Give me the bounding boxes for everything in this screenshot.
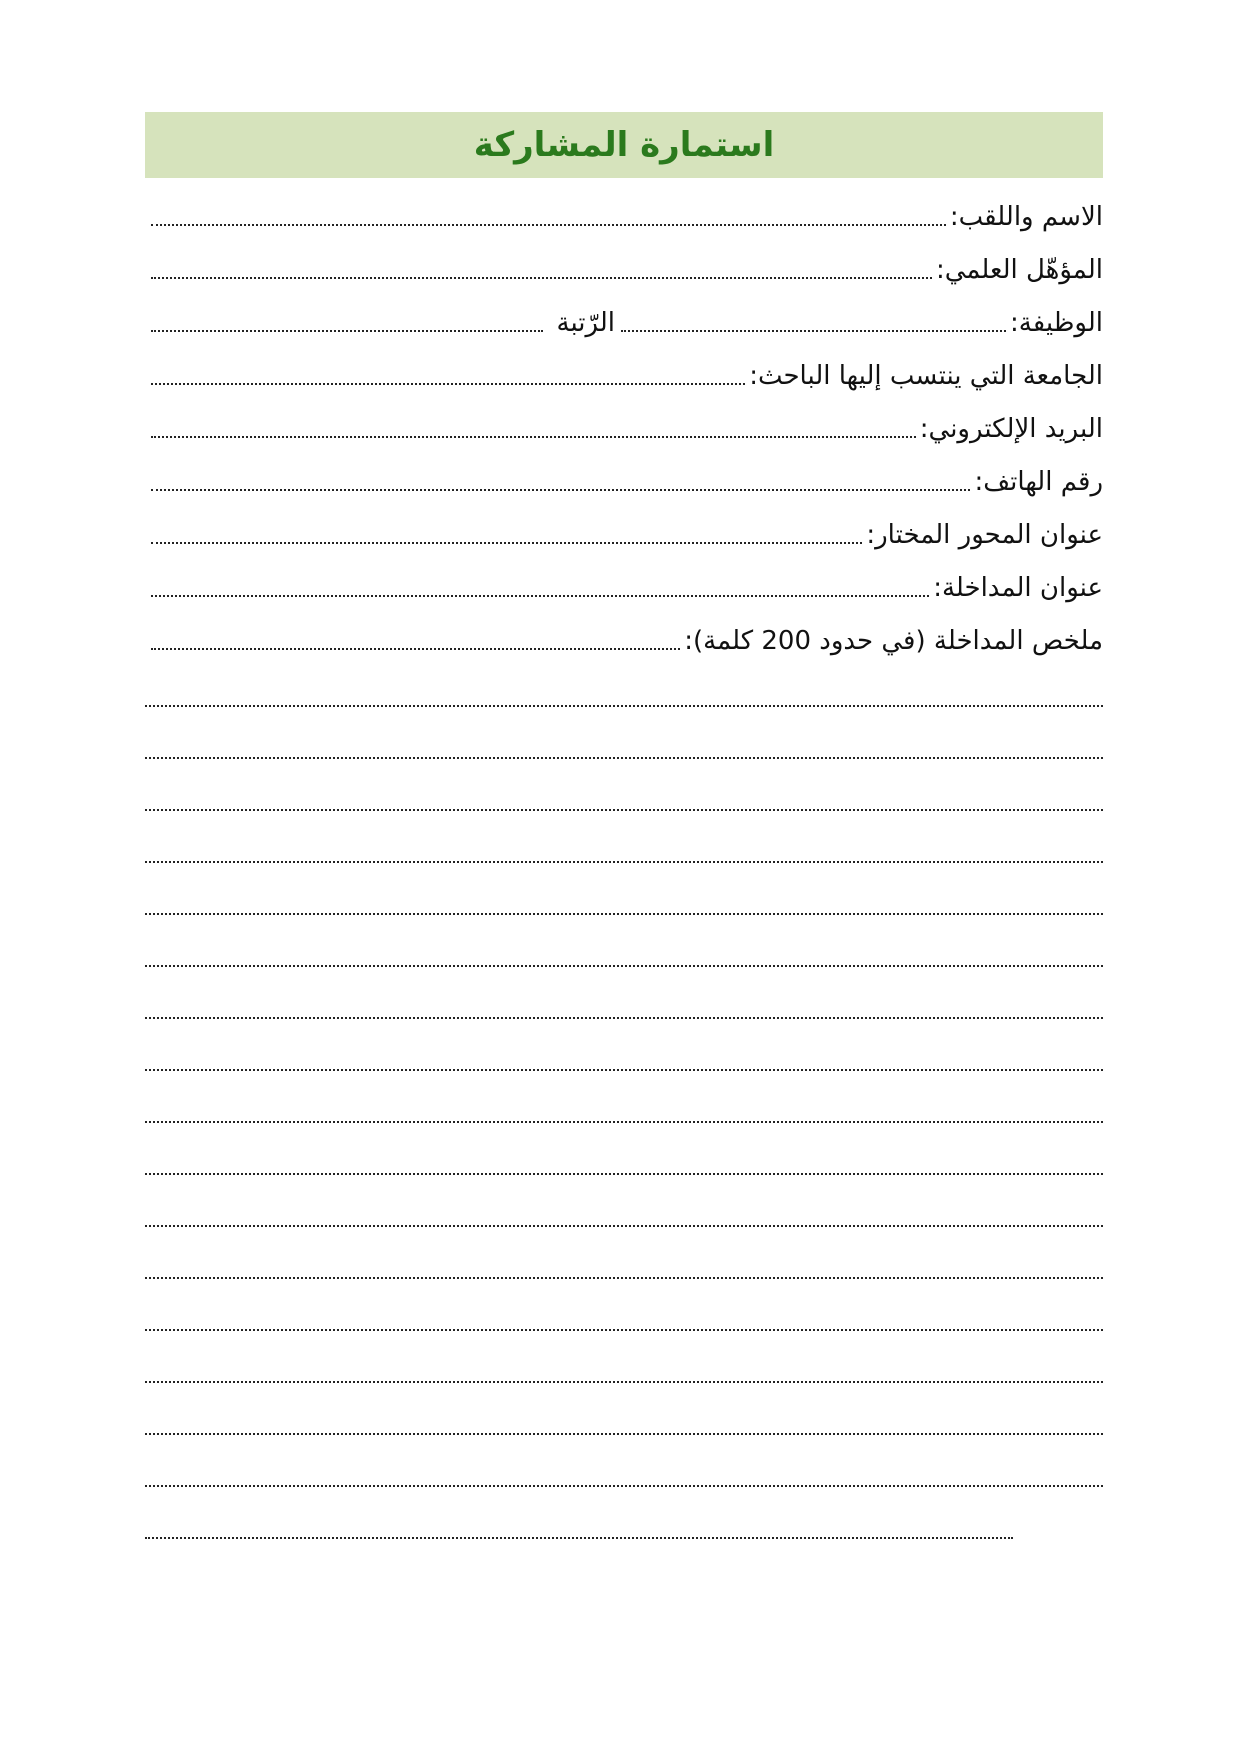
abstract-line[interactable] (145, 1025, 1103, 1077)
abstract-line[interactable] (145, 765, 1103, 817)
abstract-line[interactable] (145, 1441, 1103, 1493)
abstract-line[interactable] (145, 1285, 1103, 1337)
dotted-line (145, 809, 1103, 811)
qualification-field (145, 237, 1103, 290)
axis-title-field (145, 502, 1103, 555)
rank-label: الرّتبة (556, 307, 616, 338)
dotted-line (145, 965, 1103, 967)
name-label: الاسم واللقب: (949, 201, 1103, 232)
university-label: الجامعة التي ينتسب إليها الباحث: (749, 360, 1103, 391)
abstract-line[interactable] (145, 1493, 1103, 1545)
paper-title-label: عنوان المداخلة: (933, 572, 1103, 603)
abstract-label: ملخص المداخلة (في حدود 200 كلمة): (684, 625, 1103, 656)
abstract-line[interactable] (145, 1233, 1103, 1285)
abstract-line[interactable] (145, 713, 1103, 765)
email-label: البريد الإلكتروني: (919, 413, 1103, 444)
dotted-line (145, 705, 1103, 707)
job-input-line[interactable] (621, 330, 1006, 332)
dotted-line (145, 861, 1103, 863)
paper-title-field (145, 555, 1103, 608)
phone-label: رقم الهاتف: (974, 466, 1103, 497)
paper-title-input-line[interactable] (151, 595, 929, 597)
form-fields (145, 184, 1103, 661)
qualification-input-line[interactable] (151, 277, 932, 279)
dotted-line (145, 1225, 1103, 1227)
dotted-line (145, 1537, 1013, 1539)
abstract-line[interactable] (145, 869, 1103, 921)
dotted-line (145, 1433, 1103, 1435)
name-input-line[interactable] (151, 224, 946, 226)
dotted-line (145, 1381, 1103, 1383)
abstract-line[interactable] (145, 817, 1103, 869)
dotted-line (145, 1173, 1103, 1175)
abstract-line[interactable] (145, 1129, 1103, 1181)
axis-title-input-line[interactable] (151, 542, 862, 544)
participation-form (145, 112, 1103, 1545)
dotted-line (145, 1069, 1103, 1071)
abstract-line[interactable] (145, 1337, 1103, 1389)
dotted-line (145, 1485, 1103, 1487)
abstract-line[interactable] (145, 921, 1103, 973)
job-label: الوظيفة: (1010, 307, 1103, 338)
university-field (145, 343, 1103, 396)
email-input-line[interactable] (151, 436, 916, 438)
dotted-line (145, 1017, 1103, 1019)
form-title-banner (145, 112, 1103, 178)
phone-input-line[interactable] (151, 489, 970, 491)
dotted-line (145, 1277, 1103, 1279)
abstract-writing-area[interactable] (145, 661, 1103, 1545)
abstract-input-line[interactable] (151, 648, 680, 650)
dotted-line (145, 1329, 1103, 1331)
abstract-line[interactable] (145, 1389, 1103, 1441)
form-title: استمارة المشاركة (473, 125, 775, 165)
email-field (145, 396, 1103, 449)
dotted-line (145, 1121, 1103, 1123)
dotted-line (145, 913, 1103, 915)
abstract-line[interactable] (145, 1077, 1103, 1129)
dotted-line (145, 757, 1103, 759)
abstract-line[interactable] (145, 973, 1103, 1025)
abstract-line[interactable] (145, 1181, 1103, 1233)
abstract-field (145, 608, 1103, 661)
axis-title-label: عنوان المحور المختار: (866, 519, 1103, 550)
university-input-line[interactable] (151, 383, 745, 385)
qualification-label: المؤهّل العلمي: (935, 254, 1103, 285)
rank-input-line[interactable] (151, 330, 543, 332)
job-rank-field (145, 290, 1103, 343)
abstract-line[interactable] (145, 661, 1103, 713)
phone-field (145, 449, 1103, 502)
name-field (145, 184, 1103, 237)
